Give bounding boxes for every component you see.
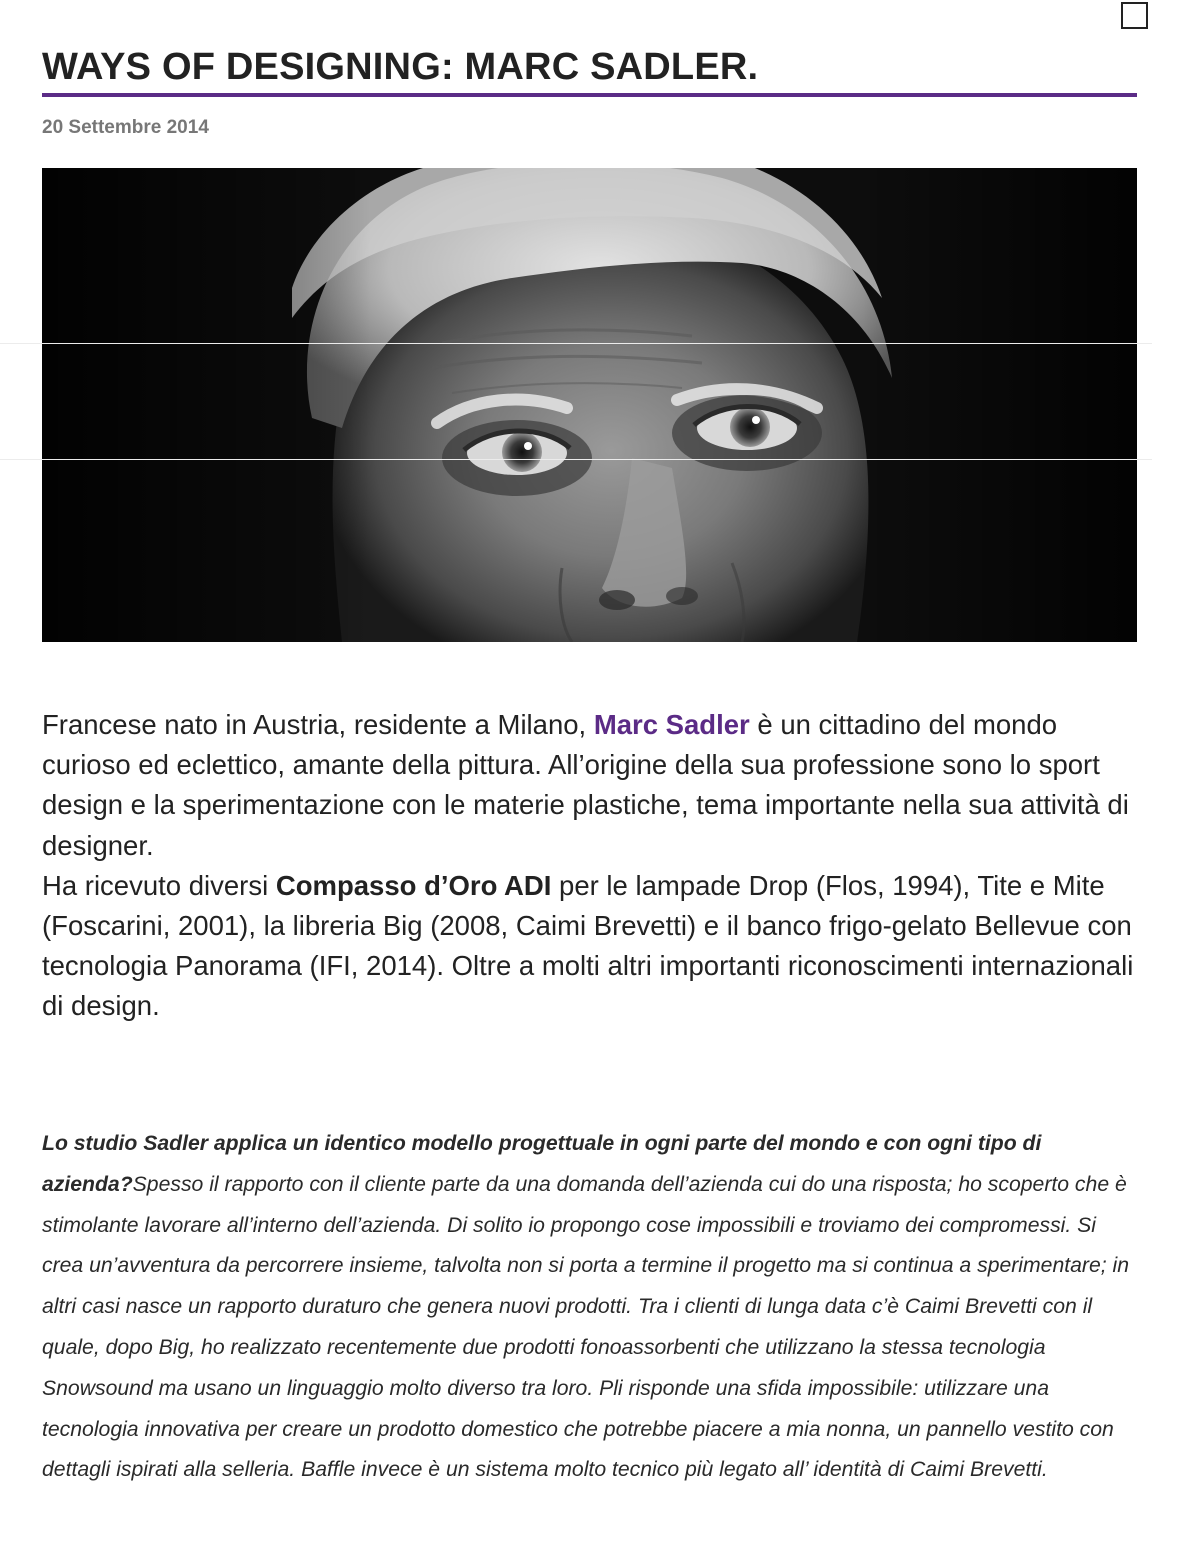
intro-paragraph <box>42 705 1152 1027</box>
portrait-photo-icon <box>42 168 1137 642</box>
faint-divider-bottom <box>0 459 1152 460</box>
interview-answer: Spesso il rapporto con il cliente parte da una domanda dell’azienda cui do una risposta; ho scoperto che è stimolante lavorare all’interno dell’azienda. Di solito io propongo cose impossibili e troviamo dei compromessi. Si crea un’avventura da percorrere insieme, talvolta non si porta a termine il progetto ma si continua a sperimentare; in altri casi nasce un rapporto duraturo che genera nuovi prodotti. Tra i clienti di lunga data c’è Caimi Brevetti con il quale, dopo Big, ho realizzato recentemente due prodotti fonoassorbenti che utilizzano la stessa tecnologia Snowsound ma usano un linguaggio molto diverso tra loro. Pli risponde una sfida impossibile: utilizzare una tecnologia innovativa per creare un prodotto domestico che potrebbe piacere a mia nonna, un pannello vestito con dettagli ispirati alla selleria. Baffle invece è un sistema molto tecnico più legato all’ identità di Caimi Brevetti. <box>42 1172 1130 1482</box>
intro-text-1: Francese nato in Austria, residente a Milano, <box>42 709 594 740</box>
article-date: 20 Settembre 2014 <box>42 117 209 138</box>
interview-paragraph <box>42 1124 1137 1491</box>
portrait-photo <box>42 168 1137 642</box>
article-title: WAYS OF DESIGNING: MARC SADLER. <box>42 46 759 88</box>
designer-name-link[interactable]: Marc Sadler <box>593 709 750 740</box>
award-name: Compasso d’Oro ADI <box>275 869 552 901</box>
intro-text-4: per le lampade Drop (Flos, 1994), Tite e Mite (Foscarini, 2001), la libreria Big (2008, Caimi Brevetti) e il banco frigo-gelato Bellevue con tecnologia Panorama (IFI, 2014). Oltre a molti altri importanti riconoscimenti internazionali di design. <box>42 869 1134 1022</box>
page-checkbox[interactable] <box>1121 2 1148 29</box>
title-underline <box>42 93 1137 97</box>
interview-question: Lo studio Sadler applica un identico modello progettuale in ogni parte del mondo e con ogni tipo di azienda? <box>42 1132 1042 1196</box>
intro-text-3: Ha ricevuto diversi <box>42 869 276 901</box>
intro-text-2: è un cittadino del mondo curioso ed eclettico, amante della pittura. All’origine della sua professione sono lo sport design e la sperimentazione con le materie plastiche, tema importante nella sua attività di designer. <box>42 709 1129 861</box>
faint-divider-top <box>0 343 1152 344</box>
